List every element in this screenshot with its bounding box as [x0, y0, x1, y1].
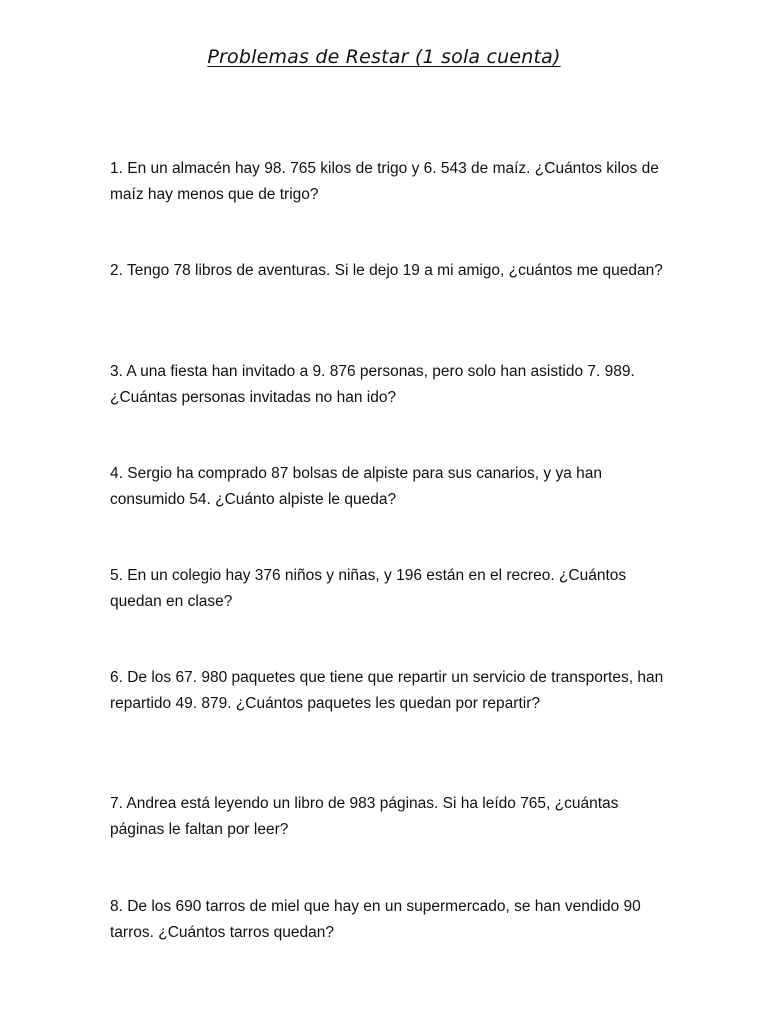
- problem-2: 2. Tengo 78 libros de aventuras. Si le dejo 19 a mi amigo, ¿cuántos me quedan?: [110, 262, 663, 279]
- problem-7: 7. Andrea está leyendo un libro de 983 páginas. Si ha leído 765, ¿cuántas páginas le faltan por leer?: [110, 795, 619, 838]
- problem-1: 1. En un almacén hay 98. 765 kilos de trigo y 6. 543 de maíz. ¿Cuántos kilos de maíz hay menos que de trigo?: [110, 160, 659, 203]
- page-title: Problemas de Restar (1 sola cuenta): [207, 46, 561, 68]
- problem-6: 6. De los 67. 980 paquetes que tiene que repartir un servicio de transportes, han repartido 49. 879. ¿Cuántos paquetes les quedan por repartir?: [110, 669, 664, 712]
- problem-3: 3. A una fiesta han invitado a 9. 876 personas, pero solo han asistido 7. 989. ¿Cuántas personas invitadas no han ido?: [110, 363, 635, 406]
- problem-4: 4. Sergio ha comprado 87 bolsas de alpiste para sus canarios, y ya han consumido 54. ¿Cuánto alpiste le queda?: [110, 465, 602, 508]
- problem-8: 8. De los 690 tarros de miel que hay en un supermercado, se han vendido 90 tarros. ¿Cuántos tarros quedan?: [110, 898, 641, 941]
- problem-5: 5. En un colegio hay 376 niños y niñas, y 196 están en el recreo. ¿Cuántos quedan en clase?: [110, 567, 627, 610]
